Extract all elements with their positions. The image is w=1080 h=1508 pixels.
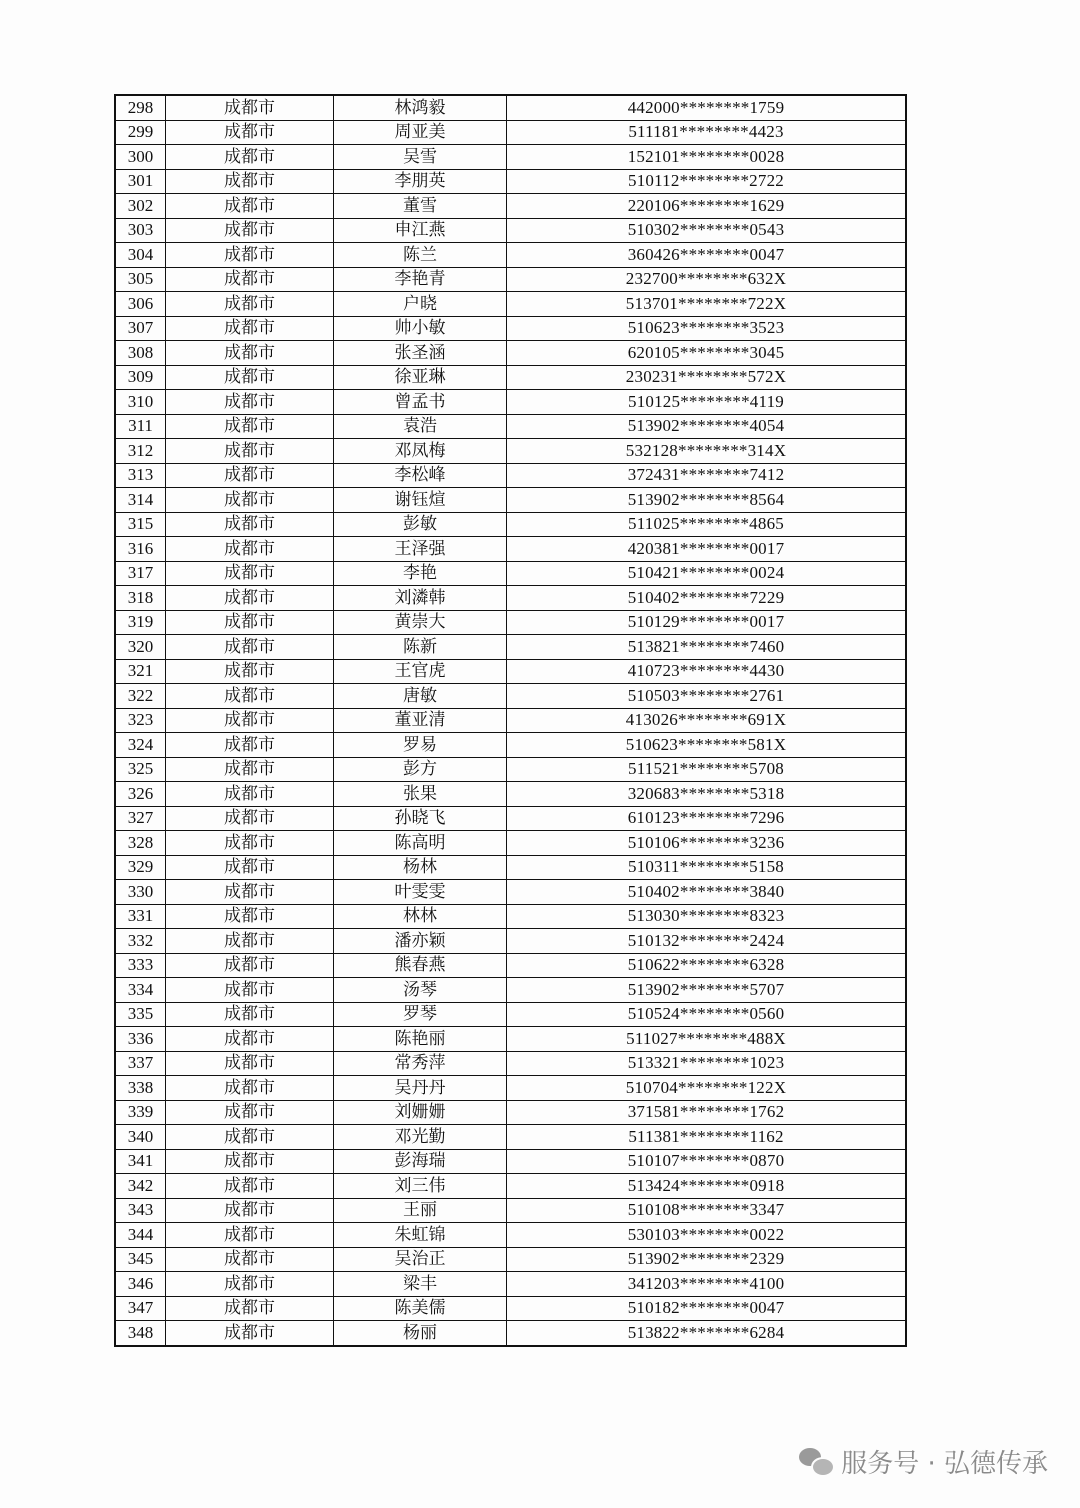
row-number-cell: 346	[115, 1272, 166, 1297]
id-number-cell: 232700********632X	[507, 267, 907, 292]
table-row	[115, 1198, 906, 1223]
row-number-cell: 344	[115, 1223, 166, 1248]
name-cell: 彭敏	[334, 512, 507, 537]
table-row	[115, 488, 906, 513]
city-cell: 成都市	[166, 880, 334, 905]
city-cell: 成都市	[166, 1076, 334, 1101]
name-cell: 杨丽	[334, 1321, 507, 1346]
row-number-cell: 341	[115, 1149, 166, 1174]
table-row	[115, 145, 906, 170]
id-number-cell: 610123********7296	[507, 806, 907, 831]
id-number-cell: 320683********5318	[507, 782, 907, 807]
city-cell: 成都市	[166, 95, 334, 120]
table-row	[115, 586, 906, 611]
city-cell: 成都市	[166, 194, 334, 219]
row-number-cell: 336	[115, 1027, 166, 1052]
id-number-cell: 510402********3840	[507, 880, 907, 905]
name-cell: 张圣涵	[334, 341, 507, 366]
row-number-cell: 316	[115, 537, 166, 562]
row-number-cell: 301	[115, 169, 166, 194]
city-cell: 成都市	[166, 390, 334, 415]
id-number-cell: 442000********1759	[507, 95, 907, 120]
id-number-cell: 510421********0024	[507, 561, 907, 586]
city-cell: 成都市	[166, 488, 334, 513]
id-number-cell: 510622********6328	[507, 953, 907, 978]
city-cell: 成都市	[166, 414, 334, 439]
row-number-cell: 305	[115, 267, 166, 292]
roster-table-body	[115, 95, 906, 1346]
city-cell: 成都市	[166, 635, 334, 660]
name-cell: 邓凤梅	[334, 439, 507, 464]
row-number-cell: 318	[115, 586, 166, 611]
table-row	[115, 512, 906, 537]
id-number-cell: 510107********0870	[507, 1149, 907, 1174]
name-cell: 潘亦颖	[334, 929, 507, 954]
name-cell: 周亚美	[334, 120, 507, 145]
row-number-cell: 313	[115, 463, 166, 488]
id-number-cell: 510106********3236	[507, 831, 907, 856]
name-cell: 叶雯雯	[334, 880, 507, 905]
table-row	[115, 194, 906, 219]
name-cell: 陈美儒	[334, 1296, 507, 1321]
city-cell: 成都市	[166, 463, 334, 488]
row-number-cell: 339	[115, 1100, 166, 1125]
id-number-cell: 341203********4100	[507, 1272, 907, 1297]
name-cell: 梁丰	[334, 1272, 507, 1297]
id-number-cell: 510108********3347	[507, 1198, 907, 1223]
table-row	[115, 831, 906, 856]
name-cell: 杨林	[334, 855, 507, 880]
name-cell: 刘三伟	[334, 1174, 507, 1199]
city-cell: 成都市	[166, 537, 334, 562]
row-number-cell: 328	[115, 831, 166, 856]
row-number-cell: 337	[115, 1051, 166, 1076]
row-number-cell: 330	[115, 880, 166, 905]
row-number-cell: 323	[115, 708, 166, 733]
row-number-cell: 315	[115, 512, 166, 537]
city-cell: 成都市	[166, 365, 334, 390]
table-row	[115, 414, 906, 439]
table-row	[115, 880, 906, 905]
city-cell: 成都市	[166, 1002, 334, 1027]
table-row	[115, 855, 906, 880]
city-cell: 成都市	[166, 757, 334, 782]
name-cell: 林林	[334, 904, 507, 929]
city-cell: 成都市	[166, 120, 334, 145]
city-cell: 成都市	[166, 292, 334, 317]
row-number-cell: 324	[115, 733, 166, 758]
name-cell: 刘姗姗	[334, 1100, 507, 1125]
table-row	[115, 635, 906, 660]
id-number-cell: 513902********4054	[507, 414, 907, 439]
id-number-cell: 510129********0017	[507, 610, 907, 635]
table-row	[115, 1272, 906, 1297]
name-cell: 吴丹丹	[334, 1076, 507, 1101]
name-cell: 曾孟书	[334, 390, 507, 415]
city-cell: 成都市	[166, 782, 334, 807]
table-row	[115, 243, 906, 268]
roster-table	[114, 94, 907, 1347]
city-cell: 成都市	[166, 929, 334, 954]
table-row	[115, 537, 906, 562]
row-number-cell: 302	[115, 194, 166, 219]
table-row	[115, 1149, 906, 1174]
city-cell: 成都市	[166, 610, 334, 635]
table-row	[115, 757, 906, 782]
id-number-cell: 372431********7412	[507, 463, 907, 488]
row-number-cell: 317	[115, 561, 166, 586]
city-cell: 成都市	[166, 439, 334, 464]
table-row	[115, 365, 906, 390]
row-number-cell: 332	[115, 929, 166, 954]
row-number-cell: 331	[115, 904, 166, 929]
name-cell: 帅小敏	[334, 316, 507, 341]
id-number-cell: 532128********314X	[507, 439, 907, 464]
id-number-cell: 371581********1762	[507, 1100, 907, 1125]
city-cell: 成都市	[166, 1174, 334, 1199]
name-cell: 户晓	[334, 292, 507, 317]
city-cell: 成都市	[166, 855, 334, 880]
name-cell: 申江燕	[334, 218, 507, 243]
table-row	[115, 1076, 906, 1101]
id-number-cell: 513822********6284	[507, 1321, 907, 1346]
table-row	[115, 1296, 906, 1321]
id-number-cell: 510623********3523	[507, 316, 907, 341]
city-cell: 成都市	[166, 1272, 334, 1297]
id-number-cell: 410723********4430	[507, 659, 907, 684]
name-cell: 徐亚琳	[334, 365, 507, 390]
row-number-cell: 314	[115, 488, 166, 513]
table-row	[115, 708, 906, 733]
table-row	[115, 316, 906, 341]
name-cell: 罗易	[334, 733, 507, 758]
id-number-cell: 620105********3045	[507, 341, 907, 366]
name-cell: 陈新	[334, 635, 507, 660]
row-number-cell: 343	[115, 1198, 166, 1223]
city-cell: 成都市	[166, 145, 334, 170]
id-number-cell: 510503********2761	[507, 684, 907, 709]
row-number-cell: 312	[115, 439, 166, 464]
table-row	[115, 390, 906, 415]
table-row	[115, 267, 906, 292]
city-cell: 成都市	[166, 1125, 334, 1150]
name-cell: 李朋英	[334, 169, 507, 194]
row-number-cell: 308	[115, 341, 166, 366]
city-cell: 成都市	[166, 267, 334, 292]
id-number-cell: 530103********0022	[507, 1223, 907, 1248]
id-number-cell: 511025********4865	[507, 512, 907, 537]
city-cell: 成都市	[166, 708, 334, 733]
table-row	[115, 1051, 906, 1076]
name-cell: 林鸿毅	[334, 95, 507, 120]
city-cell: 成都市	[166, 1296, 334, 1321]
id-number-cell: 510302********0543	[507, 218, 907, 243]
city-cell: 成都市	[166, 586, 334, 611]
city-cell: 成都市	[166, 684, 334, 709]
id-number-cell: 220106********1629	[507, 194, 907, 219]
row-number-cell: 303	[115, 218, 166, 243]
id-number-cell: 513701********722X	[507, 292, 907, 317]
name-cell: 吴雪	[334, 145, 507, 170]
row-number-cell: 304	[115, 243, 166, 268]
row-number-cell: 322	[115, 684, 166, 709]
name-cell: 王官虎	[334, 659, 507, 684]
id-number-cell: 510311********5158	[507, 855, 907, 880]
row-number-cell: 326	[115, 782, 166, 807]
city-cell: 成都市	[166, 831, 334, 856]
table-row	[115, 904, 906, 929]
table-row	[115, 1321, 906, 1346]
row-number-cell: 347	[115, 1296, 166, 1321]
name-cell: 李艳	[334, 561, 507, 586]
wechat-icon	[799, 1448, 833, 1476]
row-number-cell: 334	[115, 978, 166, 1003]
watermark	[799, 1443, 1048, 1480]
id-number-cell: 511181********4423	[507, 120, 907, 145]
city-cell: 成都市	[166, 341, 334, 366]
city-cell: 成都市	[166, 512, 334, 537]
id-number-cell: 511521********5708	[507, 757, 907, 782]
city-cell: 成都市	[166, 1100, 334, 1125]
id-number-cell: 510704********122X	[507, 1076, 907, 1101]
name-cell: 袁浩	[334, 414, 507, 439]
table-row	[115, 684, 906, 709]
table-row	[115, 953, 906, 978]
city-cell: 成都市	[166, 316, 334, 341]
name-cell: 熊春燕	[334, 953, 507, 978]
city-cell: 成都市	[166, 561, 334, 586]
name-cell: 张果	[334, 782, 507, 807]
name-cell: 董亚清	[334, 708, 507, 733]
table-row	[115, 610, 906, 635]
id-number-cell: 513902********2329	[507, 1247, 907, 1272]
id-number-cell: 510524********0560	[507, 1002, 907, 1027]
table-row	[115, 782, 906, 807]
row-number-cell: 335	[115, 1002, 166, 1027]
city-cell: 成都市	[166, 978, 334, 1003]
row-number-cell: 342	[115, 1174, 166, 1199]
id-number-cell: 413026********691X	[507, 708, 907, 733]
name-cell: 唐敏	[334, 684, 507, 709]
city-cell: 成都市	[166, 1198, 334, 1223]
table-row	[115, 95, 906, 120]
table-row	[115, 1247, 906, 1272]
row-number-cell: 298	[115, 95, 166, 120]
row-number-cell: 319	[115, 610, 166, 635]
id-number-cell: 510125********4119	[507, 390, 907, 415]
id-number-cell: 152101********0028	[507, 145, 907, 170]
id-number-cell: 510623********581X	[507, 733, 907, 758]
row-number-cell: 299	[115, 120, 166, 145]
id-number-cell: 510402********7229	[507, 586, 907, 611]
row-number-cell: 345	[115, 1247, 166, 1272]
name-cell: 李艳青	[334, 267, 507, 292]
city-cell: 成都市	[166, 1149, 334, 1174]
row-number-cell: 348	[115, 1321, 166, 1346]
city-cell: 成都市	[166, 1027, 334, 1052]
table-row	[115, 978, 906, 1003]
name-cell: 吴治正	[334, 1247, 507, 1272]
id-number-cell: 513821********7460	[507, 635, 907, 660]
city-cell: 成都市	[166, 218, 334, 243]
city-cell: 成都市	[166, 733, 334, 758]
city-cell: 成都市	[166, 1321, 334, 1346]
row-number-cell: 321	[115, 659, 166, 684]
table-row	[115, 439, 906, 464]
id-number-cell: 513321********1023	[507, 1051, 907, 1076]
name-cell: 邓光勤	[334, 1125, 507, 1150]
id-number-cell: 510112********2722	[507, 169, 907, 194]
row-number-cell: 329	[115, 855, 166, 880]
id-number-cell: 511027********488X	[507, 1027, 907, 1052]
row-number-cell: 327	[115, 806, 166, 831]
table-row	[115, 218, 906, 243]
id-number-cell: 513030********8323	[507, 904, 907, 929]
name-cell: 董雪	[334, 194, 507, 219]
city-cell: 成都市	[166, 659, 334, 684]
row-number-cell: 340	[115, 1125, 166, 1150]
table-row	[115, 929, 906, 954]
table-row	[115, 561, 906, 586]
city-cell: 成都市	[166, 806, 334, 831]
id-number-cell: 513902********5707	[507, 978, 907, 1003]
name-cell: 陈艳丽	[334, 1027, 507, 1052]
watermark-text: 服务号 · 弘德传承	[841, 1449, 1048, 1479]
table-row	[115, 120, 906, 145]
table-row	[115, 1100, 906, 1125]
id-number-cell: 510182********0047	[507, 1296, 907, 1321]
row-number-cell: 307	[115, 316, 166, 341]
id-number-cell: 360426********0047	[507, 243, 907, 268]
id-number-cell: 230231********572X	[507, 365, 907, 390]
name-cell: 孙晓飞	[334, 806, 507, 831]
row-number-cell: 311	[115, 414, 166, 439]
name-cell: 陈高明	[334, 831, 507, 856]
city-cell: 成都市	[166, 1051, 334, 1076]
city-cell: 成都市	[166, 243, 334, 268]
table-row	[115, 341, 906, 366]
name-cell: 彭海瑞	[334, 1149, 507, 1174]
row-number-cell: 320	[115, 635, 166, 660]
name-cell: 李松峰	[334, 463, 507, 488]
table-row	[115, 1002, 906, 1027]
name-cell: 汤琴	[334, 978, 507, 1003]
row-number-cell: 309	[115, 365, 166, 390]
row-number-cell: 310	[115, 390, 166, 415]
name-cell: 王丽	[334, 1198, 507, 1223]
id-number-cell: 510132********2424	[507, 929, 907, 954]
city-cell: 成都市	[166, 169, 334, 194]
table-row	[115, 1125, 906, 1150]
name-cell: 王泽强	[334, 537, 507, 562]
name-cell: 陈兰	[334, 243, 507, 268]
name-cell: 刘潾韩	[334, 586, 507, 611]
city-cell: 成都市	[166, 904, 334, 929]
table-row	[115, 169, 906, 194]
table-row	[115, 1027, 906, 1052]
city-cell: 成都市	[166, 1247, 334, 1272]
name-cell: 黄崇大	[334, 610, 507, 635]
table-row	[115, 292, 906, 317]
id-number-cell: 513902********8564	[507, 488, 907, 513]
row-number-cell: 300	[115, 145, 166, 170]
table-row	[115, 1174, 906, 1199]
row-number-cell: 325	[115, 757, 166, 782]
table-row	[115, 733, 906, 758]
table-row	[115, 463, 906, 488]
id-number-cell: 511381********1162	[507, 1125, 907, 1150]
city-cell: 成都市	[166, 953, 334, 978]
name-cell: 朱虹锦	[334, 1223, 507, 1248]
table-row	[115, 806, 906, 831]
row-number-cell: 333	[115, 953, 166, 978]
row-number-cell: 338	[115, 1076, 166, 1101]
table-row	[115, 659, 906, 684]
name-cell: 常秀萍	[334, 1051, 507, 1076]
name-cell: 罗琴	[334, 1002, 507, 1027]
name-cell: 谢钰煊	[334, 488, 507, 513]
id-number-cell: 420381********0017	[507, 537, 907, 562]
row-number-cell: 306	[115, 292, 166, 317]
table-row	[115, 1223, 906, 1248]
name-cell: 彭方	[334, 757, 507, 782]
city-cell: 成都市	[166, 1223, 334, 1248]
id-number-cell: 513424********0918	[507, 1174, 907, 1199]
